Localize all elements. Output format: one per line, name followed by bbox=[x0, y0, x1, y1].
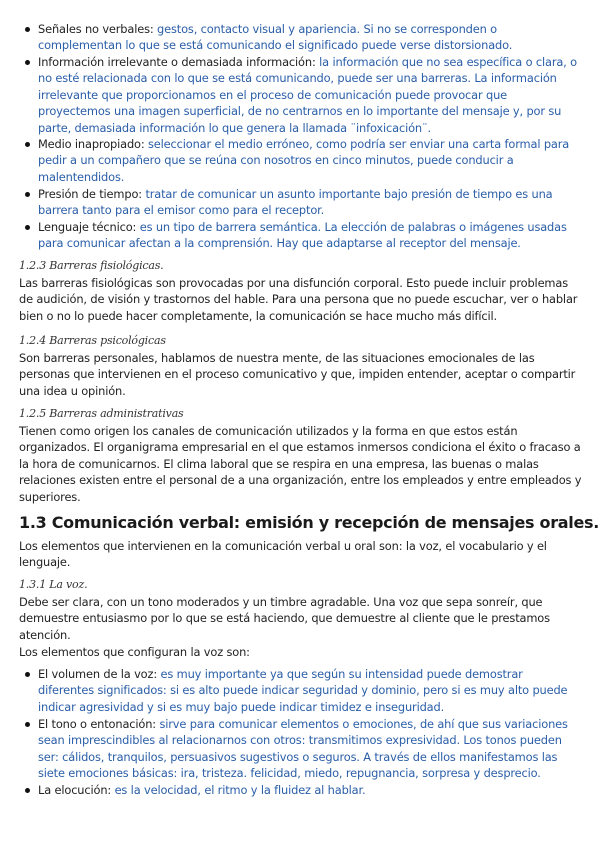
section-text-1-2-5: Tienen como origen los canales de comunicación utilizados y la forma en que estos están organizados. El organigrama empresarial en el que estamos inmersos condiciona el éxito o fracaso a la hora de comunicarnos. El clima laboral que se respira en una empresa, las buenas o malas relaciones existen entre el personal de a una organización, entre los empleados y entre empleados y superiores. bbox=[19, 424, 582, 504]
list-item bbox=[38, 186, 578, 219]
list-item bbox=[38, 54, 580, 136]
item-label: El tono o entonación: bbox=[38, 717, 156, 731]
item-text: tratar de comunicar un asunto importante bajo presión de tiempo es una barrera tanto para el emisor como para el receptor. bbox=[38, 187, 553, 218]
item-text: es un tipo de barrera semántica. La elección de palabras o imágenes usadas para comunicar afectan a la comprensión. Hay que adaptarse al receptor del mensaje. bbox=[38, 220, 567, 251]
section-heading-1-3: 1.3 Comunicación verbal: emisión y recepción de mensajes orales. bbox=[19, 513, 600, 532]
item-text: la información que no sea específica o clara, o no esté relacionada con lo que se está comunicando, puede ser una barreras. La información irrelevante que proporcionamos en el proceso de comunicación puede provocar que proyectemos una imagen superficial, de no centrarnos en lo importante del mensaje y, por su parte, demasiada información lo que genera la llamada ¨infoxicación¨. bbox=[38, 55, 577, 135]
item-label: Información irrelevante o demasiada información: bbox=[38, 55, 316, 69]
list-item bbox=[38, 716, 568, 782]
item-text: es la velocidad, el ritmo y la fluidez al hablar. bbox=[114, 783, 366, 797]
section-heading-1-2-5: 1.2.5 Barreras administrativas bbox=[19, 407, 184, 420]
item-label: La elocución: bbox=[38, 783, 112, 797]
section-text-1-3-1: Debe ser clara, con un tono moderados y un timbre agradable. Una voz que sepa sonreír, que demuestre entusiasmo por lo que se está haciendo, que demuestre al cliente que le prestamos atención. bbox=[19, 595, 550, 642]
list-item bbox=[38, 136, 580, 185]
item-label: El volumen de la voz: bbox=[38, 667, 158, 681]
item-label: Presión de tiempo: bbox=[38, 187, 142, 201]
section-text-1-2-4: Son barreras personales, hablamos de nuestra mente, de las situaciones emocionales de las personas que intervienen en el proceso comunicativo y que, impiden entender, aceptar o compartir una idea u opinión. bbox=[19, 351, 576, 398]
item-label: Medio inapropiado: bbox=[38, 137, 145, 151]
list-item bbox=[38, 666, 568, 715]
section-heading-1-3-1: 1.3.1 La voz. bbox=[19, 578, 88, 591]
list-item bbox=[38, 782, 568, 798]
item-text: seleccionar el medio erróneo, como podría ser enviar una carta formal para pedir a un compañero que se reúna con nosotros en cinco minutos, puede conducir a malentendidos. bbox=[38, 137, 570, 184]
item-text: es muy importante ya que según su intensidad puede demostrar diferentes significados: si es alto puede indicar seguridad y dominio, pero si es muy alto puede indicar agresividad y si es muy bajo puede indicar timidez e inseguridad. bbox=[38, 667, 568, 714]
section-text-1-2-3: Las barreras fisiológicas son provocadas por una disfunción corporal. Esto puede incluir problemas de audición, de visión y trastornos del hable. Para una persona que no puede escuchar, ver o hablar bien o no lo puede hacer completamente, la comunicación se hace mucho más difícil. bbox=[19, 276, 578, 323]
item-label: Señales no verbales: bbox=[38, 22, 154, 36]
section-text-1-3: Los elementos que intervienen en la comunicación verbal u oral son: la voz, el vocabulario y el lenguaje. bbox=[19, 539, 547, 570]
item-text: gestos, contacto visual y apariencia. Si no se corresponden o complementan lo que se está comunicando el significado puede verse distorsionado. bbox=[38, 22, 513, 53]
list-item bbox=[38, 219, 574, 252]
item-label: Lenguaje técnico: bbox=[38, 220, 137, 234]
section-heading-1-2-3: 1.2.3 Barreras fisiológicas. bbox=[19, 259, 164, 272]
section-heading-1-2-4: 1.2.4 Barreras psicológicas bbox=[19, 334, 166, 347]
item-text: sirve para comunicar elementos o emociones, de ahí que sus variaciones sean imprescindibles al relacionarnos con otros: transmitimos expresividad. Los tonos pueden ser: cálidos, tranquilos, persuasivos sugestivos o seguros. A través de ellos manifestamos las siete emociones básicas: ira, tristeza. felicidad, miedo, repugnancia, sorpresa y desprecio. bbox=[38, 717, 568, 781]
list-item bbox=[38, 21, 566, 54]
section-text-1-3-1-b: Los elementos que configuran la voz son: bbox=[19, 645, 250, 659]
